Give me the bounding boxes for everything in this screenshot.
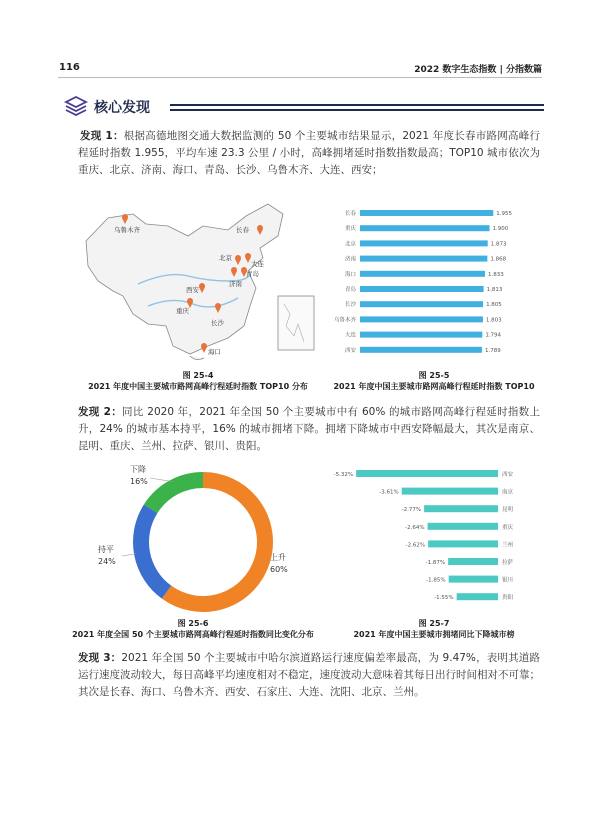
figure-title: 2021 年度中国主要城市路网高峰行程延时指数 TOP10 分布 bbox=[88, 382, 308, 391]
bar-value-label: 1.955 bbox=[496, 211, 513, 217]
bar-value-label: -1.55% bbox=[434, 595, 454, 602]
bar-value-label: 1.868 bbox=[490, 256, 507, 263]
figure-title: 2021 年度中国主要城市拥堵同比下降城市榜 bbox=[353, 630, 515, 639]
map-city-label: 西安 bbox=[186, 286, 199, 294]
change-distribution-donut bbox=[70, 460, 320, 620]
bar-category-label: 贵阳 bbox=[502, 595, 514, 602]
bar bbox=[457, 593, 498, 600]
map-city-label: 重庆 bbox=[176, 307, 189, 315]
bar-category-label: 西安 bbox=[502, 472, 514, 478]
bar bbox=[360, 210, 493, 216]
bar-category-label: 南京 bbox=[502, 489, 514, 496]
donut-value-label: 24% bbox=[98, 557, 116, 566]
bar-value-label: 1.833 bbox=[487, 271, 504, 278]
bar-value-label: 1.900 bbox=[492, 226, 509, 233]
layers-icon bbox=[64, 94, 88, 118]
bar-category-label: 济南 bbox=[344, 256, 356, 263]
bar-category-label: 兰州 bbox=[502, 542, 514, 549]
bar-value-label: 1.873 bbox=[490, 241, 507, 248]
map-city-label: 海口 bbox=[208, 348, 221, 356]
bar-category-label: 海口 bbox=[344, 271, 356, 278]
map-city-label: 长春 bbox=[236, 226, 249, 234]
figure-title: 2021 年度中国主要城市路网高峰行程延时指数 TOP10 bbox=[333, 382, 535, 391]
map-marker bbox=[201, 343, 207, 353]
section-heading bbox=[64, 94, 544, 120]
bar bbox=[448, 558, 498, 565]
bar bbox=[360, 347, 482, 353]
bar-value-label: -5.32% bbox=[333, 472, 354, 478]
bar-category-label: 长春 bbox=[344, 211, 356, 217]
section-title: 核心发现 bbox=[94, 100, 150, 116]
bar-value-label: 1.813 bbox=[486, 287, 503, 293]
bar-value-label: 1.803 bbox=[485, 317, 502, 324]
bar bbox=[360, 271, 485, 277]
figure-title: 2021 年度全国 50 个主要城市路网高峰行程延时指数同比变化分布 bbox=[72, 630, 314, 639]
figure-25-4-map bbox=[78, 196, 318, 368]
section-rule bbox=[170, 104, 544, 114]
running-title: 2022 数字生态指数 | 分指数篇 bbox=[414, 65, 542, 75]
figure-25-5-caption bbox=[322, 370, 546, 392]
bar-category-label: 青岛 bbox=[344, 287, 356, 293]
bar bbox=[428, 523, 498, 530]
bar bbox=[449, 576, 498, 583]
map-city-label: 长沙 bbox=[211, 319, 224, 327]
bar-value-label: -2.64% bbox=[405, 524, 425, 531]
map-city-label: 北京 bbox=[219, 254, 232, 262]
figure-25-4-caption bbox=[78, 370, 318, 392]
bar-value-label: 1.794 bbox=[485, 332, 502, 339]
map-city-label: 乌鲁木齐 bbox=[114, 226, 140, 234]
donut-category-label: 持平 bbox=[98, 545, 114, 554]
figure-number: 图 25-5 bbox=[418, 371, 450, 380]
bar-category-label: 长沙 bbox=[344, 302, 356, 309]
figure-number: 图 25-6 bbox=[177, 619, 209, 628]
bar-value-label: 1.789 bbox=[484, 347, 501, 354]
finding-text: 同比 2020 年，2021 年全国 50 个主要城市中有 60% 的城市路网高峰行程延时指数上升，24% 的城市基本持平，16% 的城市拥堵下降。拥堵下降城市中西安降幅最大，其次是南京、昆明、重庆、兰州、拉萨、银川、贵阳。 bbox=[78, 406, 540, 452]
finding-label: 发现 2： bbox=[78, 406, 123, 418]
bar bbox=[402, 488, 498, 495]
bar-category-label: 银川 bbox=[502, 577, 514, 584]
bar bbox=[360, 256, 487, 262]
header-rule bbox=[58, 77, 542, 78]
page-number: 116 bbox=[59, 62, 80, 73]
bar-value-label: -1.87% bbox=[425, 560, 446, 566]
bar bbox=[360, 332, 482, 338]
donut-value-label: 60% bbox=[270, 565, 288, 574]
bar-value-label: -2.77% bbox=[401, 507, 422, 514]
figure-25-6-chart bbox=[70, 460, 320, 620]
leader-line bbox=[150, 478, 173, 482]
donut-category-label: 下降 bbox=[130, 465, 146, 474]
donut-category-label: 上升 bbox=[270, 553, 286, 562]
bar bbox=[424, 505, 498, 512]
bar-category-label: 北京 bbox=[344, 241, 356, 248]
bar-category-label: 昆明 bbox=[502, 507, 514, 514]
finding-3 bbox=[78, 650, 540, 701]
bar-value-label: -2.62% bbox=[405, 542, 426, 549]
china-map bbox=[78, 196, 318, 368]
figure-25-7-chart bbox=[330, 465, 536, 613]
figure-25-6-caption bbox=[62, 618, 324, 640]
figure-25-7-caption bbox=[326, 618, 542, 640]
figure-25-5-chart bbox=[330, 204, 536, 368]
map-city-label: 济南 bbox=[229, 280, 242, 288]
finding-label: 发现 3： bbox=[78, 652, 122, 664]
map-city-label: 大连 bbox=[251, 260, 264, 268]
top10-delay-index-chart bbox=[330, 204, 536, 368]
congestion-decline-chart bbox=[330, 465, 536, 613]
bar-category-label: 西安 bbox=[344, 347, 356, 354]
figure-number: 图 25-7 bbox=[418, 619, 450, 628]
leader-line bbox=[122, 554, 136, 556]
bar bbox=[360, 316, 483, 322]
bar bbox=[360, 225, 490, 231]
finding-1 bbox=[78, 128, 540, 179]
bar-category-label: 拉萨 bbox=[502, 560, 514, 566]
finding-2 bbox=[78, 404, 540, 455]
bar-value-label: 1.805 bbox=[486, 302, 502, 309]
bar-category-label: 重庆 bbox=[502, 524, 514, 531]
bar-category-label: 乌鲁木齐 bbox=[333, 317, 356, 324]
finding-text: 根据高德地图交通大数据监测的 50 个主要城市结果显示，2021 年度长春市路网高峰行程延时指数 1.955，平均车速 23.3 公里 / 小时，高峰拥堵延时指数指数最高；TOP10 城市依次为重庆、北京、济南、海口、青岛、长沙、乌鲁木齐、大连、西安； bbox=[78, 130, 540, 176]
donut-slice bbox=[151, 480, 203, 509]
bar bbox=[356, 470, 498, 477]
figure-number: 图 25-4 bbox=[182, 371, 214, 380]
bar bbox=[428, 540, 498, 547]
map-city-label: 青岛 bbox=[246, 270, 259, 278]
bar bbox=[360, 301, 483, 307]
bar-value-label: -3.61% bbox=[379, 489, 399, 496]
bar-value-label: -1.85% bbox=[426, 577, 446, 584]
donut-slice bbox=[141, 509, 167, 592]
donut-value-label: 16% bbox=[130, 477, 148, 486]
finding-text: 2021 年全国 50 个主要城市中哈尔滨道路运行速度偏差率最高，为 9.47%，表明其道路运行速度波动较大，每日高峰平均速度相对不稳定，速度波动大意味着其每日出行时间相对不可靠；其次是长春、海口、乌鲁木齐、西安、石家庄、大连、沈阳、北京、兰州。 bbox=[78, 652, 540, 698]
finding-label: 发现 1： bbox=[80, 130, 124, 142]
bar-category-label: 大连 bbox=[344, 332, 356, 339]
bar bbox=[360, 240, 488, 246]
bar bbox=[360, 286, 484, 292]
bar-category-label: 重庆 bbox=[344, 226, 356, 233]
donut-slice bbox=[167, 480, 265, 604]
